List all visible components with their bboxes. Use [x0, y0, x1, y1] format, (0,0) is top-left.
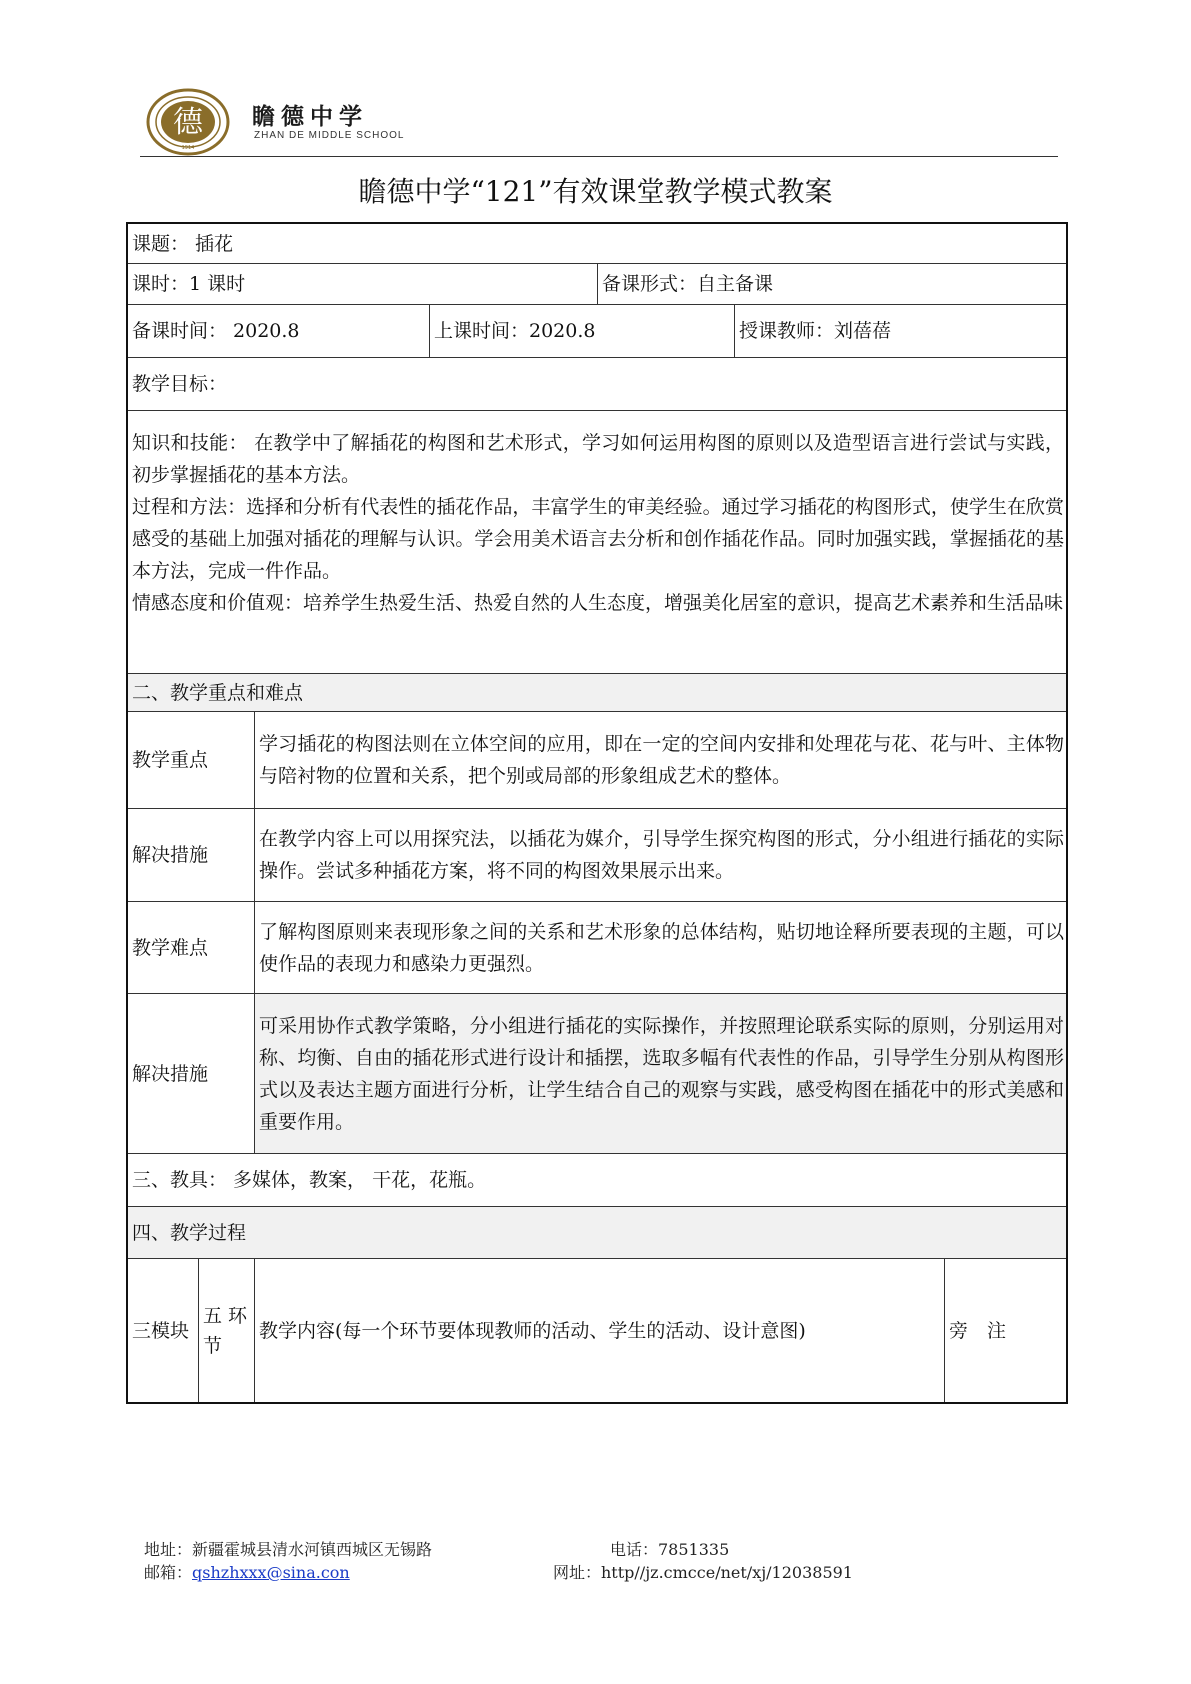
- class-time-cell: 上课时间：2020.8: [429, 305, 734, 357]
- key-point-text-cell: [254, 712, 1066, 808]
- objective-emotion: 情感态度和价值观：培养学生热爱生活、热爱自然的人生态度，增强美化居室的意识，提高艺术素养和生活品味: [132, 592, 1064, 614]
- teaching-aids-text: 三、教具： 多媒体，教案， 干花，花瓶。: [132, 1169, 487, 1191]
- section4-heading-row: [128, 1207, 1066, 1259]
- section2-heading-row: [128, 674, 1066, 712]
- solution-2-text: 可采用协作式教学策略，分小组进行插花的实际操作，并按照理论联系实际的原则，分别运用对称、均衡、自由的插花形式进行设计和插摆，选取多幅有代表性的作品，引导学生分别从构图形式以及表达主题方面进行分析，让学生结合自己的观察与实践，感受构图在插花中的形式美感和重要作用。: [259, 1014, 1064, 1133]
- school-seal-logo: [146, 88, 230, 156]
- solution-2-row: [128, 994, 1066, 1154]
- solution-2-text-cell: [254, 994, 1066, 1153]
- footer-email-line: [144, 1560, 350, 1583]
- page-header: [140, 84, 1058, 158]
- prep-time-cell: 备课时间： 2020.8: [132, 320, 300, 342]
- key-point-row: [128, 712, 1066, 809]
- solution-1-label: 解决措施: [132, 844, 209, 866]
- difficulty-row: [128, 902, 1066, 994]
- seal-glyph: 德: [173, 105, 203, 140]
- solution-1-text: 在教学内容上可以用探究法，以插花为媒介，引导学生探究构图的形式，分小组进行插花的实际操作。尝试多种插花方案，将不同的构图效果展示出来。: [259, 828, 1064, 882]
- school-english-name: ZHAN DE MIDDLE SCHOOL: [254, 130, 405, 141]
- footer-website: 网址：http//jz.cmcce/net/xj/12038591: [553, 1563, 853, 1582]
- topic-row: [128, 224, 1066, 264]
- objectives-cell: [128, 411, 1066, 673]
- note-column-header: 旁 注: [944, 1259, 1066, 1402]
- footer-email-label: 邮箱：: [144, 1563, 193, 1582]
- seal-year: 1914: [181, 145, 195, 151]
- step-column-header: 五 环节: [198, 1259, 254, 1402]
- process-header-row: [128, 1259, 1066, 1402]
- footer-email-link[interactable]: qshzhxxx@sina.con: [192, 1563, 350, 1582]
- header-divider: [140, 156, 1058, 157]
- section4-heading: 四、教学过程: [132, 1221, 247, 1244]
- lesson-plan-table: [126, 222, 1068, 1404]
- key-point-label: 教学重点: [132, 749, 209, 771]
- objectives-row: [128, 411, 1066, 674]
- difficulty-text-cell: [254, 902, 1066, 993]
- document-title: 瞻德中学“121”有效课堂教学模式教案: [358, 175, 833, 208]
- topic-cell: 课题： 插花: [132, 232, 234, 255]
- difficulty-label: 教学难点: [132, 936, 209, 959]
- content-column-header: 教学内容(每一个环节要体现教师的活动、学生的活动、设计意图): [254, 1259, 944, 1402]
- objective-knowledge: 知识和技能： 在教学中了解插花的构图和艺术形式，学习如何运用构图的原则以及造型语言进行尝试与实践，初步掌握插花的基本方法。: [132, 432, 1064, 486]
- school-name: 瞻德中学: [252, 104, 368, 130]
- module-column-header: 三模块: [132, 1319, 190, 1342]
- key-point-text: 学习插花的构图法则在立体空间的应用，即在一定的空间内安排和处理花与花、花与叶、主体物与陪衬物的位置和关系，把个别或局部的形象组成艺术的整体。: [259, 733, 1064, 787]
- difficulty-text: 了解构图原则来表现形象之间的关系和艺术形象的总体结构，贴切地诠释所要表现的主题，可以使作品的表现力和感染力更强烈。: [259, 920, 1064, 975]
- footer-address: 地址：新疆霍城县清水河镇西城区无锡路: [144, 1540, 433, 1559]
- section2-heading: 二、教学重点和难点: [132, 681, 304, 704]
- teaching-aids-row: [128, 1154, 1066, 1207]
- footer-phone: 电话：7851335: [610, 1540, 730, 1559]
- objectives-heading: 教学目标：: [132, 373, 228, 395]
- schedule-row: [128, 305, 1066, 358]
- objective-process: 过程和方法：选择和分析有代表性的插花作品，丰富学生的审美经验。通过学习插花的构图形式，使学生在欣赏感受的基础上加强对插花的理解与认识。学会用美术语言去分析和创作插花作品。同时加强实践，掌握插花的基本方法，完成一件作品。: [132, 496, 1064, 582]
- solution-1-row: [128, 809, 1066, 902]
- teacher-cell: 授课教师：刘蓓蓓: [734, 305, 1066, 357]
- solution-2-label: 解决措施: [128, 994, 254, 1153]
- objectives-heading-row: [128, 358, 1066, 411]
- periods-cell: 课时：1 课时: [132, 273, 246, 295]
- periods-row: [128, 264, 1066, 305]
- solution-1-text-cell: [254, 809, 1066, 901]
- prep-form-cell: 备课形式：自主备课: [597, 264, 1066, 304]
